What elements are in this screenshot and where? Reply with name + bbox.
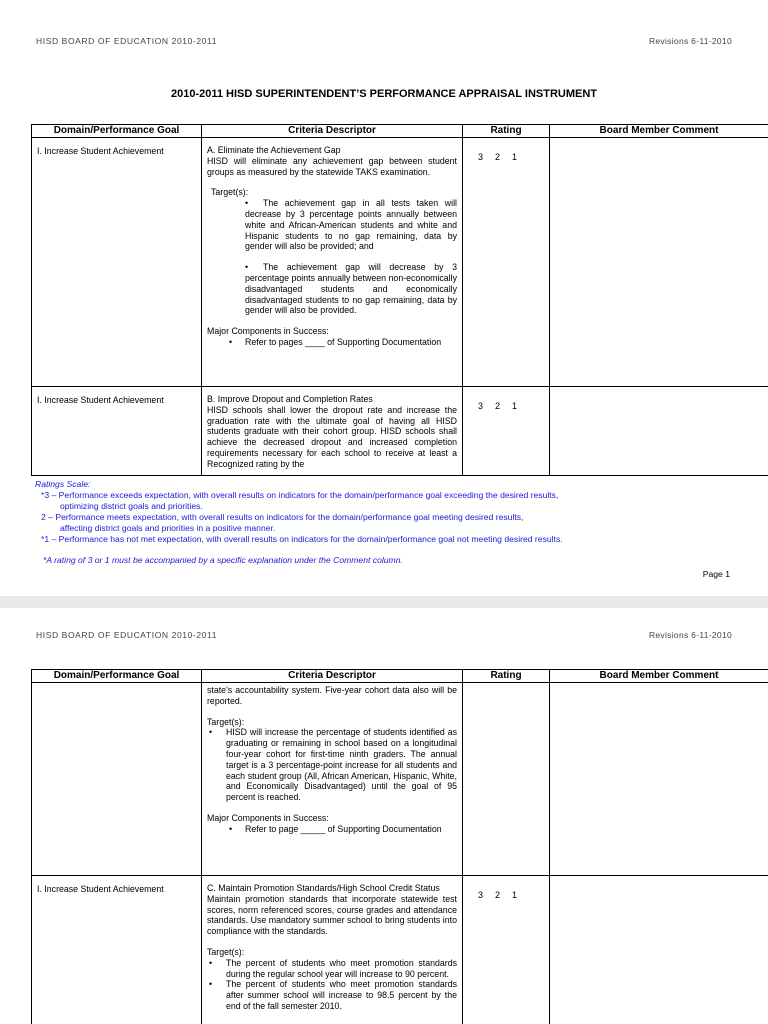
criteria-description: Maintain promotion standards that incorporate statewide test scores, norm referenced scores, course grades and attendance standards. Use mandatory summer school to bring students into compliance with the standards. [207, 893, 457, 937]
criteria-heading: C. Maintain Promotion Standards/High School Credit Status [207, 883, 440, 893]
rating-3[interactable]: 3 [478, 890, 484, 900]
components-label: Major Components in Success: [207, 326, 329, 337]
rating-options[interactable] [463, 876, 549, 1024]
targets-label: Target(s): [207, 716, 245, 727]
comment-cell[interactable] [550, 138, 768, 378]
domain-cell [32, 683, 201, 873]
rating-2[interactable]: 2 [495, 890, 501, 900]
column-header-rating: Rating [463, 670, 550, 683]
table-row [32, 876, 768, 1024]
ratings-scale-title: Ratings Scale: [35, 479, 91, 489]
criteria-description: HISD schools shall lower the dropout rate and increase the graduation rate with the ultimate goal of having all HISD students graduate with their cohort group. HISD schools shall achieve the decreased dropout and increased completion requirements necessary for each school to receive at least a Recognized rating by the [207, 404, 457, 469]
appraisal-table-page-1 [31, 124, 768, 476]
rating-2[interactable]: 2 [495, 152, 501, 162]
rating-options[interactable] [463, 138, 549, 378]
appraisal-table-page-2 [31, 669, 768, 1024]
table-row [32, 138, 768, 387]
table-header-row [32, 670, 768, 683]
targets-label: Target(s): [211, 187, 249, 198]
target-item: • HISD will increase the percentage of students identified as graduating or remaining in school based on a longitudinal four-year cohort for first-time ninth graders. The annual target is a 3 percentage-point increase for all students and each student group (All, African American, Hispanic, White, and Economically Disadvantaged) until the goal of 95 percent is reached. [207, 727, 457, 803]
scale-line: *3 – Performance exceeds expectation, with overall results on indicators for the domain/performance goal exceeding the desired results, [41, 490, 559, 500]
scale-line: optimizing district goals and priorities. [60, 501, 203, 511]
criteria-cell [202, 876, 462, 1024]
criteria-description: HISD will eliminate any achievement gap between student groups as measured by the statewide TAKS examination. [207, 155, 457, 177]
components-label: Major Components in Success: [207, 812, 329, 823]
column-header-rating: Rating [463, 125, 550, 138]
column-header-domain: Domain/Performance Goal [32, 125, 202, 138]
criteria-cell [202, 683, 462, 875]
comment-cell[interactable] [550, 683, 768, 873]
running-header-right: Revisions 6-11-2010 [648, 630, 732, 640]
running-header-left: HISD BOARD OF EDUCATION 2010-2011 [36, 630, 218, 640]
comment-cell[interactable] [550, 387, 768, 467]
domain-cell: I. Increase Student Achievement [37, 395, 164, 405]
column-header-domain: Domain/Performance Goal [32, 670, 202, 683]
rating-2[interactable]: 2 [495, 401, 501, 411]
component-item: • Refer to page _____ of Supporting Documentation [207, 824, 457, 835]
page-number: Page 1 [702, 569, 730, 579]
target-item: • The achievement gap in all tests taken will decrease by 3 percentage points annually between white and African-American students and white and Hispanic students to no gap remaining, data by gender will also be provided; and [207, 198, 457, 252]
criteria-cell [202, 387, 462, 474]
column-header-criteria: Criteria Descriptor [202, 125, 463, 138]
comment-cell[interactable] [550, 876, 768, 1024]
table-row [32, 387, 768, 476]
table-row [32, 683, 768, 876]
column-header-comment: Board Member Comment [550, 670, 768, 683]
rating-3[interactable]: 3 [478, 152, 484, 162]
domain-cell: I. Increase Student Achievement [37, 884, 164, 894]
column-header-comment: Board Member Comment [550, 125, 768, 138]
scale-note: *A rating of 3 or 1 must be accompanied by a specific explanation under the Comment column. [43, 555, 403, 565]
component-item: • Refer to pages ____ of Supporting Documentation [207, 337, 457, 348]
domain-cell: I. Increase Student Achievement [37, 146, 164, 156]
table-header-row [32, 125, 768, 138]
criteria-description: state's accountability system. Five-year cohort data also will be reported. [207, 685, 457, 706]
target-item: • The percent of students who meet promotion standards after summer school will increase to 98.5 percent by the end of the fall semester 2010. [207, 979, 457, 1011]
rating-1[interactable]: 1 [512, 890, 518, 900]
rating-1[interactable]: 1 [512, 152, 518, 162]
document-title: 2010-2011 HISD SUPERINTENDENT’S PERFORMANCE APPRAISAL INSTRUMENT [170, 88, 598, 100]
running-header-right: Revisions 6-11-2010 [648, 36, 732, 46]
rating-options[interactable] [463, 387, 549, 467]
running-header-left: HISD BOARD OF EDUCATION 2010-2011 [36, 36, 218, 46]
criteria-heading: A. Eliminate the Achievement Gap [207, 145, 341, 155]
targets-label: Target(s): [207, 946, 245, 957]
ratings-scale [35, 479, 735, 566]
target-item: • The achievement gap will decrease by 3 percentage points annually between non-economically disadvantaged students and economically disadvantaged students to no gap remaining, data by gender will also be provided. [207, 262, 457, 316]
rating-3[interactable]: 3 [478, 401, 484, 411]
scale-line: 2 – Performance meets expectation, with overall results on indicators for the domain/performance goal meeting desired results, [41, 512, 524, 522]
criteria-cell [202, 138, 462, 385]
scale-line: *1 – Performance has not met expectation, with overall results on indicators for the domain/performance goal not meeting desired results. [41, 534, 563, 544]
rating-1[interactable]: 1 [512, 401, 518, 411]
document-page-2 [0, 608, 768, 1024]
scale-line: affecting district goals and priorities in a positive manner. [60, 523, 276, 533]
rating-cell-empty [463, 683, 549, 873]
column-header-criteria: Criteria Descriptor [202, 670, 463, 683]
criteria-heading: B. Improve Dropout and Completion Rates [207, 394, 373, 404]
target-item: • The percent of students who meet promotion standards during the regular school year will increase to 90 percent. [207, 958, 457, 980]
